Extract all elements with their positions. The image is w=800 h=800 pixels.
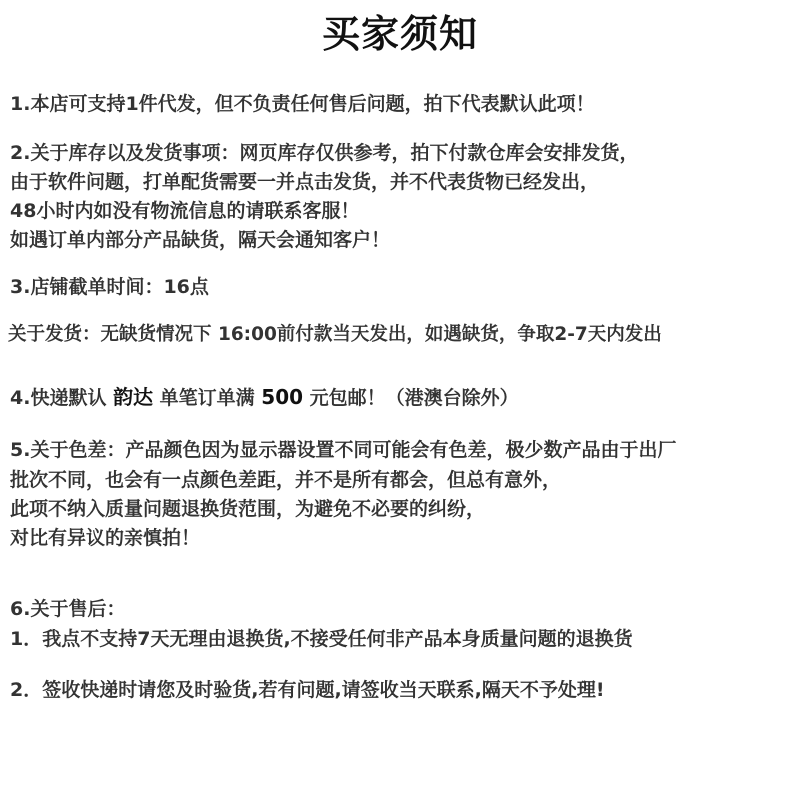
notice-2-line-2: 由于软件问题，打单配货需要一并点击发货，并不代表货物已经发出， (10, 171, 600, 193)
notice-4 (10, 382, 519, 413)
notice-5-line-2: 批次不同，也会有一点颜色差距，并不是所有都会，但总有意外， (10, 469, 562, 491)
notice-5-line-4: 对比有异议的亲慎拍！ (10, 527, 201, 549)
courier-name: 韵达 (113, 385, 154, 409)
notice-5-line-1: 5.关于色差：产品颜色因为显示器设置不同可能会有色差，极少数产品由于出厂 (10, 439, 677, 461)
shipping-note: 关于发货：无缺货情况下 16:00前付款当天发出，如遇缺货，争取2-7天内发出 (8, 324, 662, 345)
notice-4-prefix: 4.快递默认 (10, 387, 114, 409)
notice-3: 3.店铺截单时间：16点 (10, 276, 209, 298)
notice-4-suffix: 元包邮！（港澳台除外） (303, 387, 519, 409)
notice-2-line-3: 48小时内如没有物流信息的请联系客服！ (10, 200, 360, 222)
notice-4-middle: 单笔订单满 (153, 387, 262, 409)
notice-6-heading: 6.关于售后： (10, 598, 126, 620)
page-title: 买家须知 (321, 12, 478, 56)
free-shipping-amount: 500 (261, 385, 304, 409)
notice-1: 1.本店可支持1件代发，但不负责任何售后问题，拍下代表默认此项！ (10, 93, 595, 115)
after-sales-item-2: 2．签收快递时请您及时验货,若有问题,请签收当天联系,隔天不予处理! (10, 679, 605, 701)
after-sales-item-1: 1．我点不支持7天无理由退换货,不接受任何非产品本身质量问题的退换货 (10, 628, 633, 650)
notice-2-line-4: 如遇订单内部分产品缺货，隔天会通知客户！ (10, 229, 391, 251)
notice-2-line-1: 2.关于库存以及发货事项：网页库存仅供参考，拍下付款仓库会安排发货， (10, 142, 639, 164)
notice-5-line-3: 此项不纳入质量问题退换货范围，为避免不必要的纠纷， (10, 498, 486, 520)
